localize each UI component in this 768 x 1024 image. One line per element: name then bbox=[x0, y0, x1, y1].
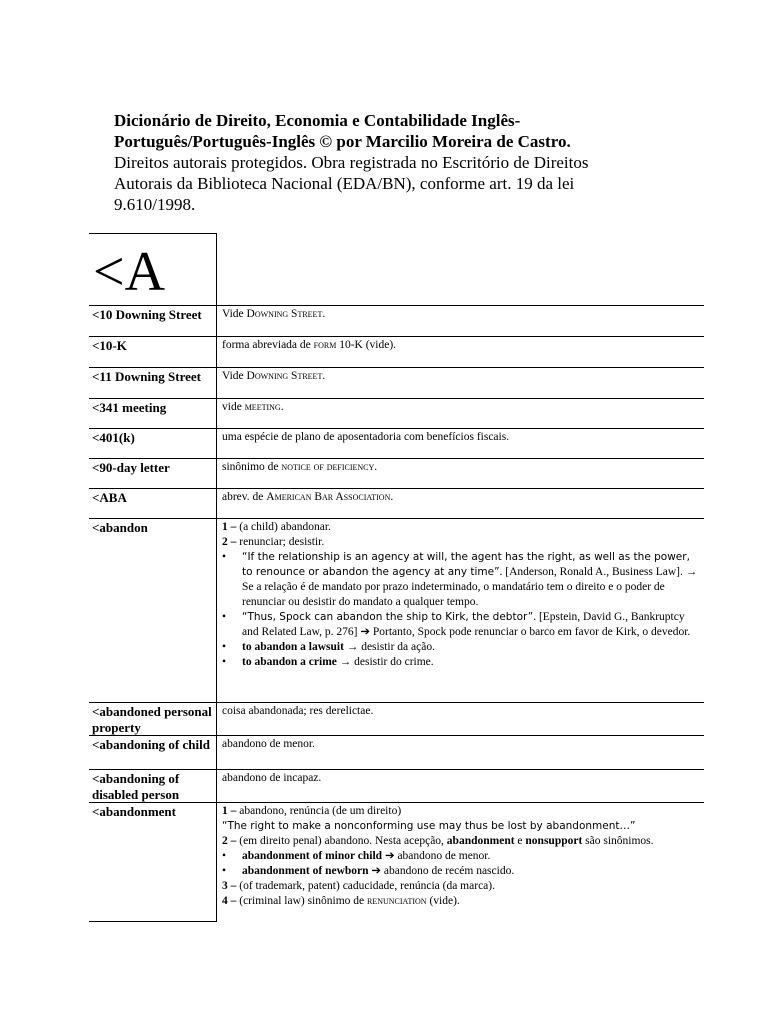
def-text: 10-K (vide). bbox=[336, 339, 397, 351]
notice-line-3: 9.610/1998. bbox=[114, 195, 196, 214]
table-row bbox=[89, 428, 704, 458]
table-row bbox=[89, 518, 704, 702]
def-text: . bbox=[280, 401, 284, 413]
sense-1 bbox=[222, 804, 699, 819]
entry-definition: coisa abandonada; res derelictae. bbox=[222, 705, 374, 717]
def-text: abandono, renúncia (de um direito) bbox=[236, 805, 402, 817]
def-text: (em direito penal) abandono. Nesta acepção, bbox=[236, 835, 447, 847]
entry-term: <341 meeting bbox=[89, 399, 217, 428]
cross-reference: notice of deficiency bbox=[281, 461, 375, 473]
list-item bbox=[242, 640, 699, 655]
list-item bbox=[242, 550, 699, 610]
entry-term: <abandoning of disabled person bbox=[89, 770, 217, 802]
table-bottom-border bbox=[89, 921, 217, 922]
table-row bbox=[89, 702, 704, 735]
entry-term: <10-K bbox=[89, 337, 217, 367]
def-text: ➔ abandono de menor. bbox=[382, 850, 491, 862]
entry-term: <10 Downing Street bbox=[89, 306, 217, 336]
def-text: . bbox=[322, 370, 326, 382]
def-text: renunciar; desistir. bbox=[236, 536, 325, 548]
def-text: e bbox=[514, 835, 526, 847]
list-item bbox=[242, 849, 699, 864]
entry-term: <ABA bbox=[89, 489, 217, 518]
def-text: vide bbox=[222, 401, 245, 413]
entry-term: <abandoned personal property bbox=[89, 703, 217, 735]
list-item bbox=[242, 655, 699, 670]
entry-definition bbox=[217, 306, 704, 336]
phrase: to abandon a crime bbox=[242, 656, 337, 668]
list-item bbox=[242, 610, 699, 640]
entry-definition bbox=[217, 399, 704, 428]
cross-reference: form bbox=[313, 339, 337, 351]
title-line-2: Português/Português-Inglês © por Marcilio Moreira de Castro. bbox=[114, 132, 571, 151]
def-text: (of trademark, patent) caducidade, renúncia (da marca). bbox=[236, 880, 495, 892]
table-row bbox=[89, 802, 704, 922]
notice-line-1: Direitos autorais protegidos. Obra registrada no Escritório de Direitos bbox=[114, 153, 589, 172]
sense-number: 1 – bbox=[222, 805, 237, 817]
def-text: (a child) abandonar. bbox=[236, 521, 331, 533]
title-line-1: Dicionário de Direito, Economia e Contabilidade Inglês- bbox=[114, 111, 521, 130]
sense-1 bbox=[222, 520, 699, 535]
list-item bbox=[242, 864, 699, 879]
sense-number: 3 – bbox=[222, 880, 237, 892]
def-text: . [Anderson, Ronald A., Business Law]. → Se a relação é de mandato por prazo indeterminado, o mandatário tem o direito e o poder de renunciar ou desistir do mandato a qualquer tempo. bbox=[242, 566, 698, 608]
entry-definition bbox=[217, 459, 704, 488]
sense-number: 2 – bbox=[222, 536, 237, 548]
table-row bbox=[89, 336, 704, 367]
table-row bbox=[89, 305, 704, 336]
table-row bbox=[89, 367, 704, 398]
def-text: . bbox=[322, 308, 326, 320]
cross-reference: American Bar Association bbox=[266, 491, 391, 503]
cross-reference: Downing Street bbox=[246, 308, 323, 320]
entry-term: <11 Downing Street bbox=[89, 368, 217, 398]
def-text: abrev. de bbox=[222, 491, 267, 503]
entry-term: <401(k) bbox=[89, 429, 217, 458]
table-row bbox=[89, 735, 704, 769]
entry-term: <abandon bbox=[89, 519, 217, 702]
def-text: → desistir da ação. bbox=[343, 641, 435, 653]
document-header bbox=[114, 110, 634, 215]
example-quote: “Thus, Spock can abandon the ship to Kirk, the debtor” bbox=[242, 611, 534, 623]
phrase: abandonment of newborn bbox=[242, 865, 369, 877]
dictionary-title bbox=[114, 110, 634, 152]
def-text: . bbox=[390, 491, 394, 503]
def-text: → desistir do crime. bbox=[336, 656, 434, 668]
cross-reference: Downing Street bbox=[246, 370, 323, 382]
sense-number: 1 – bbox=[222, 521, 237, 533]
entry-definition bbox=[217, 519, 704, 702]
def-text: sinônimo de bbox=[222, 461, 282, 473]
example-quote-line bbox=[222, 819, 699, 834]
cross-reference: renunciation bbox=[367, 895, 427, 907]
section-letter-cell bbox=[89, 233, 217, 306]
sense-number: 4 – bbox=[222, 895, 237, 907]
entry-definition: uma espécie de plano de aposentadoria com benefícios fiscais. bbox=[222, 431, 510, 443]
def-text: . [Epstein, David G., Bankruptcy and Related Law, p. 276] ➔ Portanto, Spock pode renunciar o barco em favor de Kirk, o devedor. bbox=[242, 611, 691, 638]
def-text: Vide bbox=[222, 370, 247, 382]
entry-term: <abandoning of child bbox=[89, 736, 217, 769]
dictionary-table bbox=[89, 305, 704, 922]
def-text: (criminal law) sinônimo de bbox=[236, 895, 367, 907]
sense-4 bbox=[222, 894, 699, 909]
cross-reference: meeting bbox=[244, 401, 281, 413]
notice-line-2: Autorais da Biblioteca Nacional (EDA/BN), conforme art. 19 da lei bbox=[114, 174, 575, 193]
def-text: forma abreviada de bbox=[222, 339, 314, 351]
entry-term: <90-day letter bbox=[89, 459, 217, 488]
phrase: nonsupport bbox=[525, 835, 583, 847]
def-text: (vide). bbox=[426, 895, 460, 907]
example-list bbox=[222, 849, 699, 879]
phrase: abandonment bbox=[446, 835, 515, 847]
copyright-notice bbox=[114, 152, 634, 215]
sense-2 bbox=[222, 535, 699, 550]
entry-term: <abandonment bbox=[89, 803, 217, 922]
entry-definition: abandono de incapaz. bbox=[222, 772, 322, 784]
phrase: abandonment of minor child bbox=[242, 850, 383, 862]
def-text: Vide bbox=[222, 308, 247, 320]
def-text: . bbox=[374, 461, 378, 473]
section-letter: <A bbox=[93, 241, 166, 303]
example-quote: “The right to make a nonconforming use may thus be lost by abandonment…” bbox=[222, 820, 636, 832]
table-row bbox=[89, 458, 704, 488]
table-row bbox=[89, 398, 704, 428]
sense-2 bbox=[222, 834, 699, 849]
table-row bbox=[89, 769, 704, 802]
phrase: to abandon a lawsuit bbox=[242, 641, 344, 653]
def-text: são sinônimos. bbox=[582, 835, 654, 847]
def-text: ➔ abandono de recém nascido. bbox=[368, 865, 515, 877]
entry-definition bbox=[217, 489, 704, 518]
table-row bbox=[89, 488, 704, 518]
sense-3 bbox=[222, 879, 699, 894]
example-quote: “If the relationship is an agency at will, the agent has the right, as well as the power, to renounce or abandon the agency at any time” bbox=[242, 551, 690, 578]
example-list bbox=[222, 550, 699, 670]
entry-definition: abandono de menor. bbox=[222, 738, 315, 750]
entry-definition bbox=[217, 803, 704, 922]
entry-definition bbox=[217, 368, 704, 398]
sense-number: 2 – bbox=[222, 835, 237, 847]
entry-definition bbox=[217, 337, 704, 367]
